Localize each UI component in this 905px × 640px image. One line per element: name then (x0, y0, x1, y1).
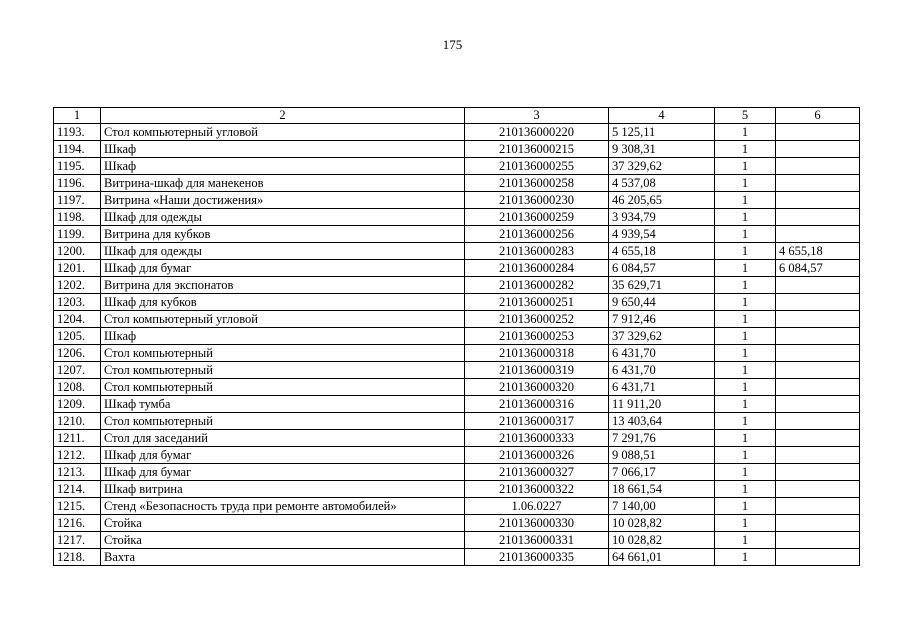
price-cell: 5 125,11 (609, 124, 715, 141)
extra-value-cell (776, 277, 860, 294)
table-row (54, 549, 860, 566)
price-cell: 4 655,18 (609, 243, 715, 260)
row-number-cell: 1206. (54, 345, 101, 362)
extra-value-cell (776, 379, 860, 396)
table-row (54, 226, 860, 243)
price-cell: 4 939,54 (609, 226, 715, 243)
row-number-cell: 1199. (54, 226, 101, 243)
inventory-code-cell: 210136000251 (465, 294, 609, 311)
inventory-code-cell: 210136000215 (465, 141, 609, 158)
row-number-cell: 1215. (54, 498, 101, 515)
extra-value-cell (776, 549, 860, 566)
table-row (54, 209, 860, 226)
item-name-cell: Шкаф тумба (101, 396, 465, 413)
inventory-code-cell: 210136000318 (465, 345, 609, 362)
table-row (54, 192, 860, 209)
item-name-cell: Стол компьютерный (101, 413, 465, 430)
inventory-code-cell: 210136000255 (465, 158, 609, 175)
inventory-code-cell: 210136000230 (465, 192, 609, 209)
extra-value-cell (776, 141, 860, 158)
table-row (54, 515, 860, 532)
table-row (54, 311, 860, 328)
price-cell: 18 661,54 (609, 481, 715, 498)
extra-value-cell: 4 655,18 (776, 243, 860, 260)
item-name-cell: Стойка (101, 515, 465, 532)
row-number-cell: 1209. (54, 396, 101, 413)
price-cell: 46 205,65 (609, 192, 715, 209)
price-cell: 9 650,44 (609, 294, 715, 311)
row-number-cell: 1214. (54, 481, 101, 498)
inventory-code-cell: 210136000252 (465, 311, 609, 328)
extra-value-cell (776, 481, 860, 498)
inventory-code-cell: 210136000258 (465, 175, 609, 192)
item-name-cell: Шкаф для кубков (101, 294, 465, 311)
inventory-code-cell: 210136000335 (465, 549, 609, 566)
inventory-table (53, 107, 860, 566)
column-header: 5 (715, 108, 776, 124)
inventory-code-cell: 210136000317 (465, 413, 609, 430)
extra-value-cell (776, 396, 860, 413)
extra-value-cell (776, 515, 860, 532)
price-cell: 7 140,00 (609, 498, 715, 515)
quantity-cell: 1 (715, 141, 776, 158)
extra-value-cell (776, 175, 860, 192)
inventory-code-cell: 210136000283 (465, 243, 609, 260)
table-row (54, 345, 860, 362)
quantity-cell: 1 (715, 396, 776, 413)
inventory-code-cell: 210136000282 (465, 277, 609, 294)
quantity-cell: 1 (715, 549, 776, 566)
quantity-cell: 1 (715, 481, 776, 498)
item-name-cell: Шкаф (101, 158, 465, 175)
extra-value-cell (776, 498, 860, 515)
price-cell: 11 911,20 (609, 396, 715, 413)
table-row (54, 294, 860, 311)
row-number-cell: 1196. (54, 175, 101, 192)
table-row (54, 124, 860, 141)
table-row (54, 396, 860, 413)
inventory-code-cell: 210136000253 (465, 328, 609, 345)
item-name-cell: Шкаф (101, 141, 465, 158)
extra-value-cell (776, 209, 860, 226)
quantity-cell: 1 (715, 430, 776, 447)
extra-value-cell (776, 192, 860, 209)
item-name-cell: Стол компьютерный (101, 379, 465, 396)
quantity-cell: 1 (715, 345, 776, 362)
price-cell: 6 431,70 (609, 345, 715, 362)
extra-value-cell (776, 226, 860, 243)
inventory-code-cell: 210136000326 (465, 447, 609, 464)
row-number-cell: 1207. (54, 362, 101, 379)
quantity-cell: 1 (715, 515, 776, 532)
price-cell: 10 028,82 (609, 515, 715, 532)
table-row (54, 243, 860, 260)
quantity-cell: 1 (715, 464, 776, 481)
extra-value-cell (776, 294, 860, 311)
item-name-cell: Шкаф (101, 328, 465, 345)
quantity-cell: 1 (715, 362, 776, 379)
row-number-cell: 1202. (54, 277, 101, 294)
extra-value-cell (776, 345, 860, 362)
table-row (54, 328, 860, 345)
quantity-cell: 1 (715, 328, 776, 345)
inventory-code-cell: 210136000331 (465, 532, 609, 549)
extra-value-cell (776, 532, 860, 549)
item-name-cell: Витрина для кубков (101, 226, 465, 243)
price-cell: 37 329,62 (609, 158, 715, 175)
quantity-cell: 1 (715, 379, 776, 396)
item-name-cell: Шкаф для одежды (101, 243, 465, 260)
quantity-cell: 1 (715, 311, 776, 328)
row-number-cell: 1195. (54, 158, 101, 175)
table-row (54, 498, 860, 515)
extra-value-cell (776, 447, 860, 464)
price-cell: 35 629,71 (609, 277, 715, 294)
price-cell: 7 066,17 (609, 464, 715, 481)
row-number-cell: 1201. (54, 260, 101, 277)
table-row (54, 430, 860, 447)
quantity-cell: 1 (715, 175, 776, 192)
row-number-cell: 1203. (54, 294, 101, 311)
page-number: 175 (442, 37, 463, 52)
quantity-cell: 1 (715, 209, 776, 226)
item-name-cell: Шкаф витрина (101, 481, 465, 498)
item-name-cell: Стол компьютерный угловой (101, 311, 465, 328)
inventory-table-body (54, 108, 860, 566)
item-name-cell: Витрина-шкаф для манекенов (101, 175, 465, 192)
column-header: 2 (101, 108, 465, 124)
quantity-cell: 1 (715, 243, 776, 260)
row-number-cell: 1208. (54, 379, 101, 396)
table-row (54, 260, 860, 277)
price-cell: 9 308,31 (609, 141, 715, 158)
price-cell: 7 291,76 (609, 430, 715, 447)
column-header: 6 (776, 108, 860, 124)
column-header: 4 (609, 108, 715, 124)
inventory-code-cell: 210136000220 (465, 124, 609, 141)
row-number-cell: 1210. (54, 413, 101, 430)
extra-value-cell (776, 464, 860, 481)
row-number-cell: 1217. (54, 532, 101, 549)
item-name-cell: Стол компьютерный угловой (101, 124, 465, 141)
extra-value-cell (776, 124, 860, 141)
quantity-cell: 1 (715, 447, 776, 464)
row-number-cell: 1218. (54, 549, 101, 566)
inventory-code-cell: 210136000327 (465, 464, 609, 481)
item-name-cell: Стенд «Безопасность труда при ремонте автомобилей» (101, 498, 465, 515)
extra-value-cell (776, 362, 860, 379)
extra-value-cell (776, 413, 860, 430)
item-name-cell: Шкаф для бумаг (101, 447, 465, 464)
quantity-cell: 1 (715, 226, 776, 243)
price-cell: 3 934,79 (609, 209, 715, 226)
column-header: 3 (465, 108, 609, 124)
row-number-cell: 1204. (54, 311, 101, 328)
row-number-cell: 1205. (54, 328, 101, 345)
price-cell: 10 028,82 (609, 532, 715, 549)
item-name-cell: Стол для заседаний (101, 430, 465, 447)
quantity-cell: 1 (715, 294, 776, 311)
table-header-row (54, 108, 860, 124)
row-number-cell: 1212. (54, 447, 101, 464)
price-cell: 13 403,64 (609, 413, 715, 430)
quantity-cell: 1 (715, 532, 776, 549)
item-name-cell: Шкаф для бумаг (101, 464, 465, 481)
extra-value-cell (776, 311, 860, 328)
item-name-cell: Стол компьютерный (101, 362, 465, 379)
inventory-code-cell: 210136000316 (465, 396, 609, 413)
item-name-cell: Стойка (101, 532, 465, 549)
price-cell: 4 537,08 (609, 175, 715, 192)
quantity-cell: 1 (715, 124, 776, 141)
extra-value-cell (776, 430, 860, 447)
table-row (54, 362, 860, 379)
table-row (54, 447, 860, 464)
table-row (54, 532, 860, 549)
row-number-cell: 1200. (54, 243, 101, 260)
row-number-cell: 1211. (54, 430, 101, 447)
inventory-code-cell: 210136000259 (465, 209, 609, 226)
price-cell: 6 431,70 (609, 362, 715, 379)
row-number-cell: 1213. (54, 464, 101, 481)
inventory-code-cell: 210136000320 (465, 379, 609, 396)
table-row (54, 175, 860, 192)
table-row (54, 481, 860, 498)
extra-value-cell: 6 084,57 (776, 260, 860, 277)
price-cell: 7 912,46 (609, 311, 715, 328)
table-row (54, 277, 860, 294)
table-row (54, 413, 860, 430)
inventory-code-cell: 210136000256 (465, 226, 609, 243)
item-name-cell: Шкаф для бумаг (101, 260, 465, 277)
quantity-cell: 1 (715, 413, 776, 430)
price-cell: 64 661,01 (609, 549, 715, 566)
inventory-code-cell: 1.06.0227 (465, 498, 609, 515)
inventory-code-cell: 210136000333 (465, 430, 609, 447)
price-cell: 9 088,51 (609, 447, 715, 464)
column-header: 1 (54, 108, 101, 124)
row-number-cell: 1193. (54, 124, 101, 141)
price-cell: 37 329,62 (609, 328, 715, 345)
row-number-cell: 1194. (54, 141, 101, 158)
item-name-cell: Витрина для экспонатов (101, 277, 465, 294)
item-name-cell: Витрина «Наши достижения» (101, 192, 465, 209)
quantity-cell: 1 (715, 260, 776, 277)
item-name-cell: Стол компьютерный (101, 345, 465, 362)
table-row (54, 158, 860, 175)
inventory-code-cell: 210136000330 (465, 515, 609, 532)
price-cell: 6 431,71 (609, 379, 715, 396)
quantity-cell: 1 (715, 498, 776, 515)
inventory-code-cell: 210136000319 (465, 362, 609, 379)
row-number-cell: 1198. (54, 209, 101, 226)
item-name-cell: Вахта (101, 549, 465, 566)
inventory-code-cell: 210136000284 (465, 260, 609, 277)
item-name-cell: Шкаф для одежды (101, 209, 465, 226)
quantity-cell: 1 (715, 158, 776, 175)
quantity-cell: 1 (715, 277, 776, 294)
extra-value-cell (776, 328, 860, 345)
row-number-cell: 1197. (54, 192, 101, 209)
extra-value-cell (776, 158, 860, 175)
quantity-cell: 1 (715, 192, 776, 209)
table-row (54, 379, 860, 396)
row-number-cell: 1216. (54, 515, 101, 532)
table-row (54, 464, 860, 481)
price-cell: 6 084,57 (609, 260, 715, 277)
table-row (54, 141, 860, 158)
inventory-code-cell: 210136000322 (465, 481, 609, 498)
